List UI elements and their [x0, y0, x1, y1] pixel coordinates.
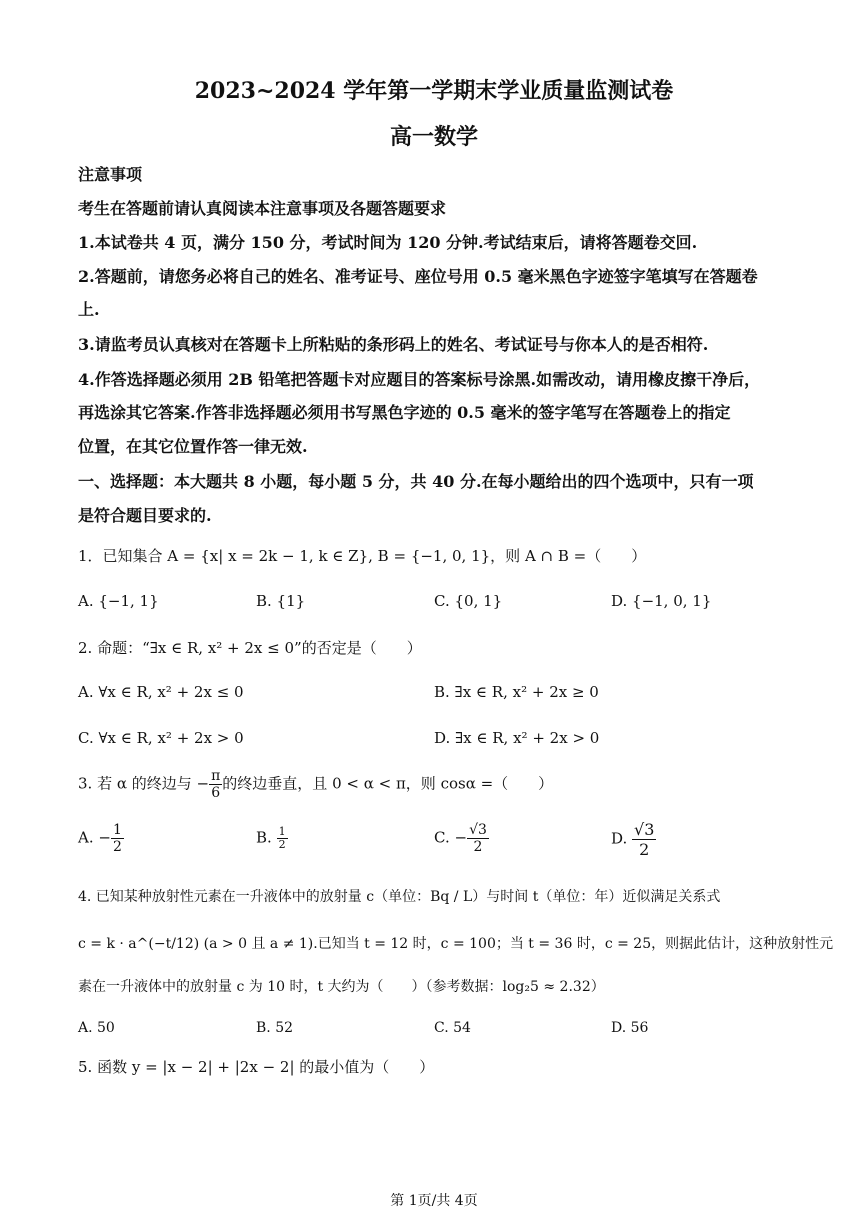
question-3-stem-pre: 3. 若 α 的终边与 − [78, 774, 210, 793]
section-heading: 一、选择题：本大题共 8 小题，每小题 5 分，共 40 分.在每小题给出的四个选项中，只有一项 [78, 472, 754, 491]
question-1-stem: 1．已知集合 A = {x| x = 2k − 1, k ∈ Z}, B = {−1, 0, 1}，则 A ∩ B =（ ） [78, 547, 647, 565]
notice-item-1: 1.本试卷共 4 页，满分 150 分，考试时间为 120 分钟.考试结束后，请将答题卷交回. [78, 233, 698, 252]
option-label: C. [434, 828, 450, 847]
notice-item-4-cont1: 再选涂其它答案.作答非选择题必须用书写黑色字迹的 0.5 毫米的签字笔写在答题卷上的指定 [78, 403, 731, 422]
fraction-numerator: √3 [634, 820, 655, 839]
question-1-option-d: D. {−1, 0, 1} [611, 592, 712, 610]
question-4-option-d: D. 56 [611, 1020, 649, 1036]
option-fraction [277, 826, 288, 851]
fraction-numerator: π [211, 768, 221, 784]
fraction-numerator: 1 [278, 825, 286, 838]
question-3-option-d [611, 820, 656, 859]
question-2-option-c: C. ∀x ∈ R, x² + 2x > 0 [78, 729, 244, 747]
fraction-denominator: 2 [112, 839, 122, 855]
fraction-denominator: 2 [639, 840, 650, 859]
option-fraction [467, 822, 489, 855]
question-4-option-c: C. 54 [434, 1020, 471, 1036]
question-1-option-b: B. {1} [256, 592, 306, 610]
question-1-option-c: C. {0, 1} [434, 592, 503, 610]
notice-item-4-cont2: 位置，在其它位置作答一律无效. [78, 437, 308, 456]
question-2-option-d: D. ∃x ∈ R, x² + 2x > 0 [434, 729, 600, 747]
option-fraction [111, 822, 124, 855]
question-1-option-a: A. {−1, 1} [78, 592, 159, 610]
minus-sign: − [454, 828, 468, 847]
exam-subject: 高一数学 [389, 124, 478, 150]
fraction-denominator: 2 [278, 838, 286, 851]
option-fraction [632, 820, 656, 859]
fraction-numerator: √3 [469, 822, 487, 838]
notice-item-2-cont: 上. [78, 300, 100, 319]
minus-sign: − [98, 828, 111, 847]
option-label: D. [611, 829, 628, 848]
question-3-angle-fraction [209, 768, 222, 801]
question-2-option-b: B. ∃x ∈ R, x² + 2x ≥ 0 [434, 683, 599, 701]
question-4-option-b: B. 52 [256, 1020, 294, 1036]
question-3-option-c [434, 822, 489, 855]
notice-item-3: 3.请监考员认真核对在答题卡上所粘贴的条形码上的姓名、考试证号与你本人的是否相符. [78, 335, 709, 354]
fraction-numerator: 1 [112, 822, 122, 838]
page-footer: 第 1页/共 4页 [390, 1193, 478, 1209]
notice-item-2: 2.答题前，请您务必将自己的姓名、准考证号、座位号用 0.5 毫米黑色字迹签字笔填写在答题卷 [78, 267, 758, 286]
question-2-stem: 2. 命题：“∃x ∈ R, x² + 2x ≤ 0”的否定是（ ） [78, 639, 422, 657]
notice-heading: 注意事项 [78, 165, 143, 184]
fraction-denominator: 2 [473, 839, 483, 855]
option-label: A. [78, 828, 94, 847]
question-2-option-a: A. ∀x ∈ R, x² + 2x ≤ 0 [78, 683, 244, 701]
fraction-denominator: 6 [211, 785, 221, 801]
question-5-stem: 5. 函数 y = |x − 2| + |2x − 2| 的最小值为（ ） [78, 1058, 435, 1076]
option-label: B. [256, 828, 272, 847]
notice-item-4: 4.作答选择题必须用 2B 铅笔把答题卡对应题目的答案标号涂黑.如需改动，请用橡皮擦干净后， [78, 370, 761, 389]
question-4-stem-line-3: 素在一升液体中的放射量 c 为 10 时，t 大约为（ ）（参考数据：log₂5 ≈ 2.32） [78, 979, 605, 995]
question-3-option-b [256, 826, 288, 851]
question-4-stem-line-2: c = k · a^(−t/12) (a > 0 且 a ≠ 1).已知当 t = 12 时，c = 100；当 t = 36 时，c = 25，则据此估计，这种放射性元 [78, 936, 834, 952]
question-4-stem-line-1: 4. 已知某种放射性元素在一升液体中的放射量 c（单位：Bq / L）与时间 t（单位：年）近似满足关系式 [78, 889, 721, 905]
notice-intro: 考生在答题前请认真阅读本注意事项及各题答题要求 [78, 199, 447, 218]
question-3-option-a [78, 822, 124, 855]
question-3-stem-post: 的终边垂直，且 0 < α < π，则 cosα =（ ） [222, 774, 554, 793]
section-heading-cont: 是符合题目要求的. [78, 506, 212, 525]
exam-title: 2023~2024 学年第一学期末学业质量监测试卷 [194, 78, 674, 104]
question-3-stem [78, 768, 794, 801]
question-4-option-a: A. 50 [78, 1020, 115, 1036]
